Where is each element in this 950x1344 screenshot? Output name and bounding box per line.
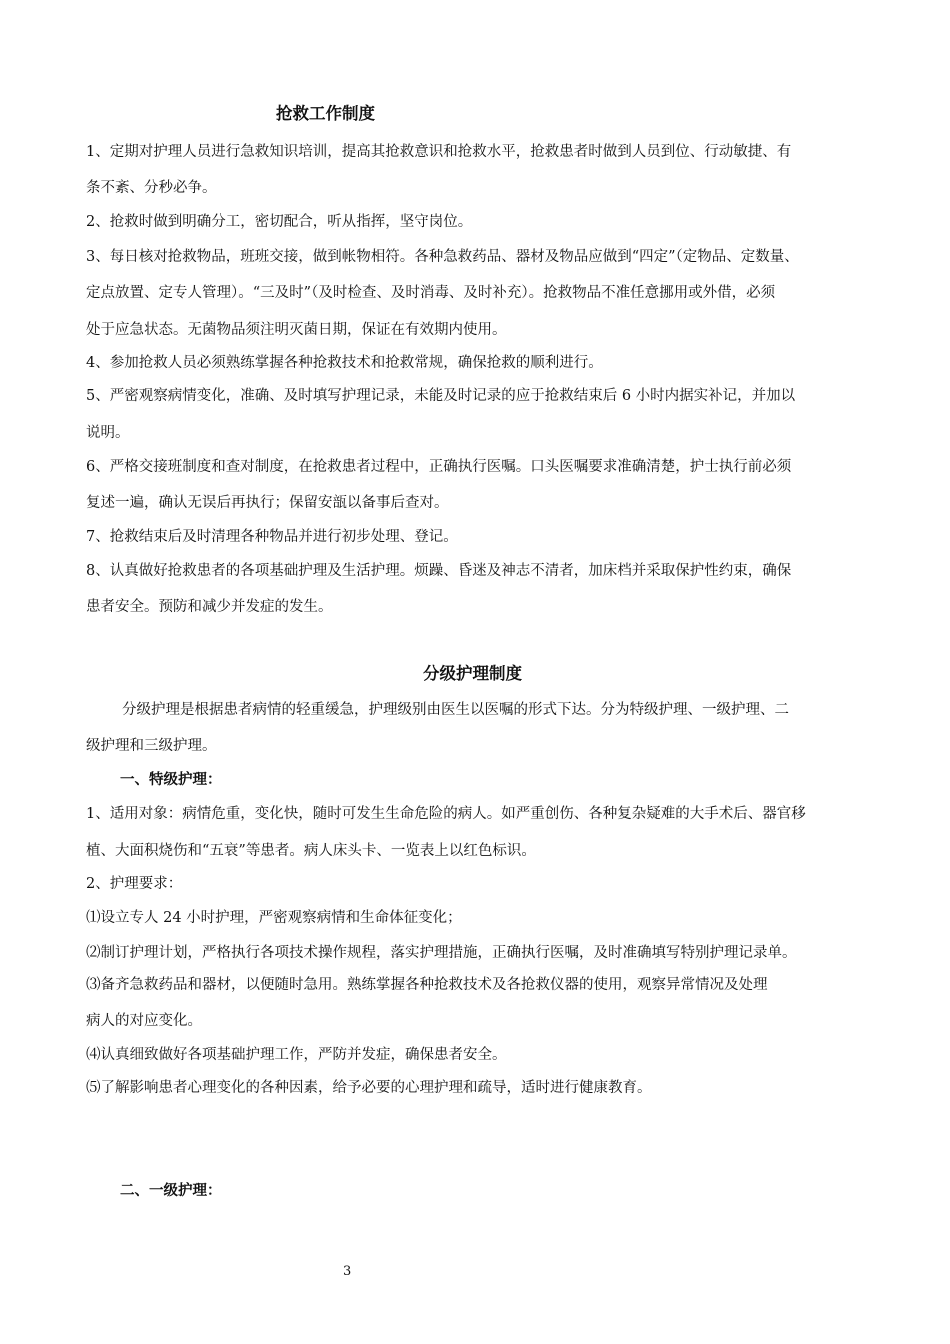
section-title: 抢救工作制度 xyxy=(276,104,375,123)
paragraph-line: 5、严密观察病情变化，准确、及时填写护理记录，未能及时记录的应于抢救结束后 6 小时内据实补记，并加以 xyxy=(86,388,796,404)
paragraph-line: 级护理和三级护理。 xyxy=(86,738,217,754)
paragraph-line: 4、参加抢救人员必须熟练掌握各种抢救技术和抢救常规，确保抢救的顺利进行。 xyxy=(86,355,603,371)
paragraph-line: 复述一遍，确认无误后再执行；保留安瓿以备事后查对。 xyxy=(86,495,449,511)
paragraph-line: 植、大面积烧伤和“五衰”等患者。病人床头卡、一览表上以红色标识。 xyxy=(86,843,536,859)
paragraph-line: 分级护理是根据患者病情的轻重缓急，护理级别由医生以医嘱的形式下达。分为特级护理、一级护理、二 xyxy=(122,702,789,718)
paragraph-line: ⑶备齐急救药品和器材，以便随时急用。熟练掌握各种抢救技术及各抢救仪器的使用，观察异常情况及处理 xyxy=(86,977,768,993)
paragraph-line: ⑸了解影响患者心理变化的各种因素，给予必要的心理护理和疏导，适时进行健康教育。 xyxy=(86,1080,652,1096)
paragraph-line: ⑷认真细致做好各项基础护理工作，严防并发症，确保患者安全。 xyxy=(86,1047,507,1063)
paragraph-line: 条不紊、分秒必争。 xyxy=(86,180,217,196)
paragraph-line: 定点放置、定专人管理）。“三及时”（及时检查、及时消毒、及时补充）。抢救物品不准任意挪用或外借，必须 xyxy=(86,285,776,301)
paragraph-line: 8、认真做好抢救患者的各项基础护理及生活护理。烦躁、昏迷及神志不清者，加床档并采取保护性约束，确保 xyxy=(86,563,792,579)
paragraph-line: 说明。 xyxy=(86,425,130,441)
paragraph-line: 1、适用对象：病情危重，变化快，随时可发生生命危险的病人。如严重创伤、各种复杂疑难的大手术后、器官移 xyxy=(86,806,806,822)
page-number: 3 xyxy=(343,1264,352,1279)
paragraph-line: 患者安全。预防和减少并发症的发生。 xyxy=(86,599,333,615)
paragraph-line: 7、抢救结束后及时清理各种物品并进行初步处理、登记。 xyxy=(86,529,458,545)
paragraph-line: 2、抢救时做到明确分工，密切配合，听从指挥，坚守岗位。 xyxy=(86,214,473,230)
paragraph-line: ⑴设立专人 24 小时护理，严密观察病情和生命体征变化； xyxy=(86,910,462,926)
paragraph-line: 3、每日核对抢救物品，班班交接，做到帐物相符。各种急救药品、器材及物品应做到“四定”（定物品、定数量、 xyxy=(86,249,799,265)
paragraph-line: 病人的对应变化。 xyxy=(86,1013,202,1029)
paragraph-line: 6、严格交接班制度和查对制度，在抢救患者过程中，正确执行医嘱。口头医嘱要求准确清楚，护士执行前必须 xyxy=(86,459,792,475)
subsection-heading: 二、一级护理： xyxy=(120,1182,222,1199)
paragraph-line: ⑵制订护理计划，严格执行各项技术操作规程，落实护理措施，正确执行医嘱，及时准确填写特别护理记录单。 xyxy=(86,945,797,961)
section-title: 分级护理制度 xyxy=(423,664,522,683)
subsection-heading: 一、特级护理： xyxy=(120,771,222,788)
paragraph-line: 1、定期对护理人员进行急救知识培训，提高其抢救意识和抢救水平，抢救患者时做到人员到位、行动敏捷、有 xyxy=(86,144,792,160)
paragraph-line: 2、护理要求： xyxy=(86,876,183,892)
paragraph-line: 处于应急状态。无菌物品须注明灭菌日期，保证在有效期内使用。 xyxy=(86,322,507,338)
